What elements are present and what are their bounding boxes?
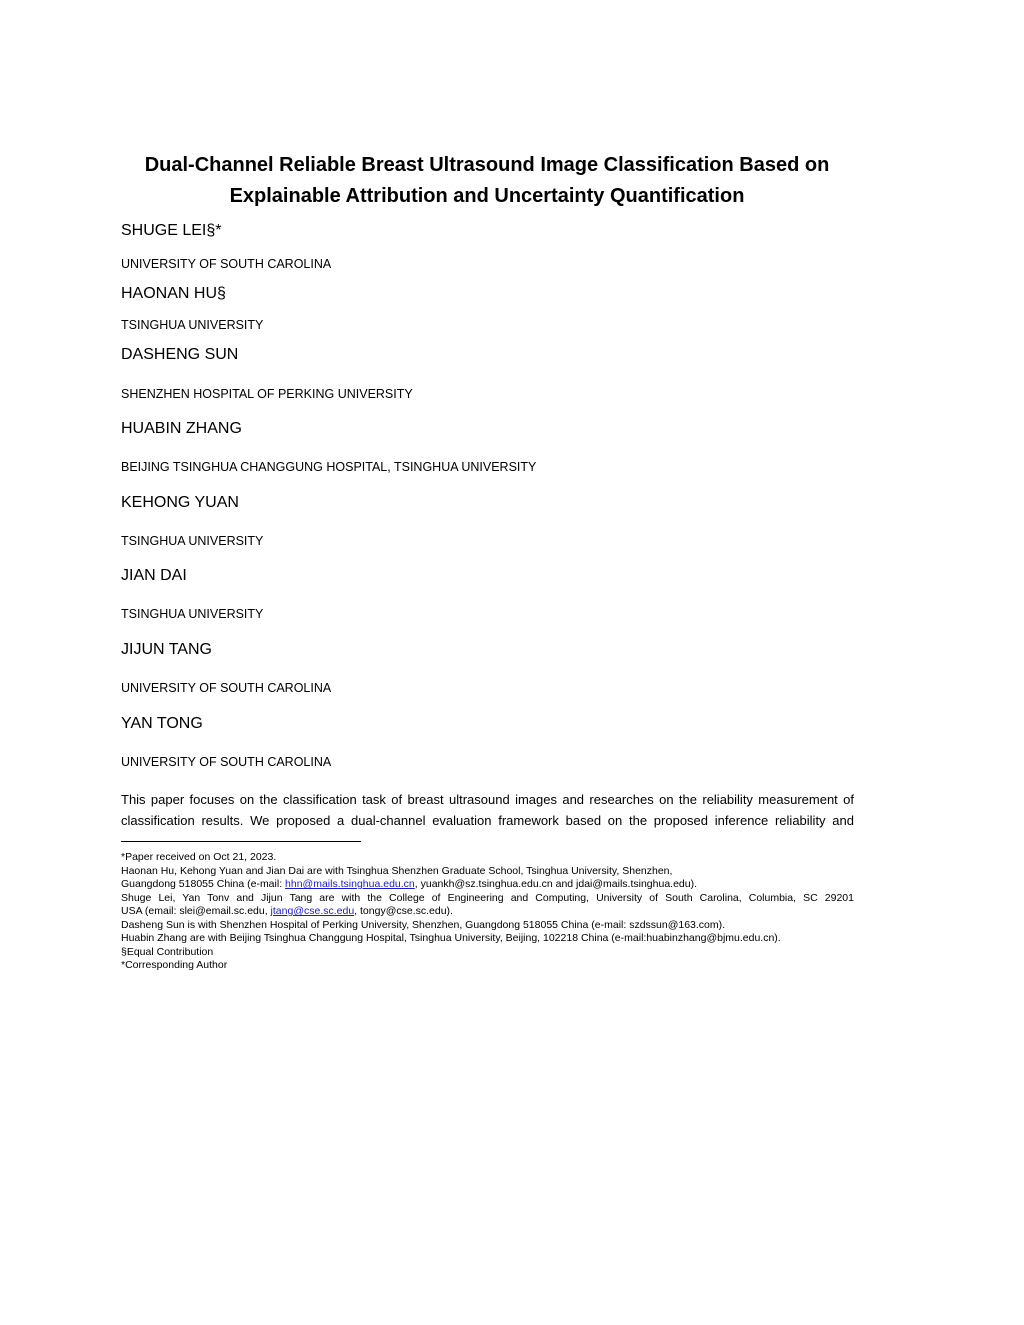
author-affiliation: UNIVERSITY OF SOUTH CAROLINA bbox=[121, 681, 332, 695]
footnote-lei-line-1: Shuge Lei, Yan Tonv and Jijun Tang are with the College of Engineering and Computing, University of South Carolina, Columbia, SC 29201 bbox=[121, 891, 854, 904]
author-name: HAONAN HU§ bbox=[121, 285, 226, 302]
footnote-equal-contribution: §Equal Contribution bbox=[121, 945, 214, 958]
footnote-text: Guangdong 518055 China (e-mail: bbox=[121, 878, 286, 890]
footnote-text: , tongy@cse.sc.edu). bbox=[354, 905, 453, 917]
author-name: SHUGE LEI§* bbox=[121, 222, 222, 239]
author-affiliation: TSINGHUA UNIVERSITY bbox=[121, 607, 264, 621]
author-affiliation: UNIVERSITY OF SOUTH CAROLINA bbox=[121, 257, 332, 271]
author-name: HUABIN ZHANG bbox=[121, 420, 242, 437]
title-line-2: Explainable Attribution and Uncertainty Quantification bbox=[229, 185, 745, 207]
abstract-line-1: This paper focuses on the classification task of breast ultrasound images and researches on the reliability measurement of bbox=[121, 792, 854, 807]
abstract-line-2: classification results. We proposed a dual-channel evaluation framework based on the proposed inference reliability and bbox=[121, 813, 854, 828]
footnote-corresponding-author: *Corresponding Author bbox=[121, 959, 228, 971]
footnote-hu-line-1: Haonan Hu, Kehong Yuan and Jian Dai are with Tsinghua Shenzhen Graduate School, Tsinghua University, Shenzhen, bbox=[121, 864, 673, 877]
footnote-divider bbox=[121, 841, 361, 842]
email-link-jtang[interactable]: jtang@cse.sc.edu bbox=[270, 905, 355, 917]
author-name: DASHENG SUN bbox=[121, 346, 239, 363]
abstract bbox=[121, 789, 854, 831]
footnote-zhang: Huabin Zhang are with Beijing Tsinghua Changgung Hospital, Tsinghua University, Beijing, 102218 China (e-mail:huabinzhang@bjmu.edu.cn). bbox=[121, 932, 781, 944]
author-affiliation: TSINGHUA UNIVERSITY bbox=[121, 318, 264, 332]
footnotes bbox=[121, 851, 854, 973]
author-name: YAN TONG bbox=[121, 715, 203, 732]
paper-title bbox=[120, 150, 854, 212]
footnote-sun: Dasheng Sun is with Shenzhen Hospital of Perking University, Shenzhen, Guangdong 518055 China (e-mail: szdssun@163.com). bbox=[121, 918, 726, 931]
author-name: JIJUN TANG bbox=[121, 641, 212, 658]
footnote-received: *Paper received on Oct 21, 2023. bbox=[121, 851, 277, 863]
author-affiliation: UNIVERSITY OF SOUTH CAROLINA bbox=[121, 755, 332, 769]
author-name: KEHONG YUAN bbox=[121, 494, 239, 511]
email-link-hhn[interactable]: hhn@mails.tsinghua.edu.cn bbox=[285, 878, 415, 890]
title-line-1: Dual-Channel Reliable Breast Ultrasound Image Classification Based on bbox=[144, 154, 830, 176]
author-affiliation: SHENZHEN HOSPITAL OF PERKING UNIVERSITY bbox=[121, 387, 413, 401]
footnote-text: , yuankh@sz.tsinghua.edu.cn and jdai@mails.tsinghua.edu). bbox=[414, 878, 698, 890]
footnote-text: USA (email: slei@email.sc.edu, bbox=[121, 905, 271, 917]
author-affiliation: TSINGHUA UNIVERSITY bbox=[121, 534, 264, 548]
author-name: JIAN DAI bbox=[121, 567, 187, 584]
footnote-hu-line-2 bbox=[121, 878, 854, 892]
footnote-lei-line-2 bbox=[121, 905, 854, 919]
author-affiliation: BEIJING TSINGHUA CHANGGUNG HOSPITAL, TSINGHUA UNIVERSITY bbox=[121, 460, 537, 474]
